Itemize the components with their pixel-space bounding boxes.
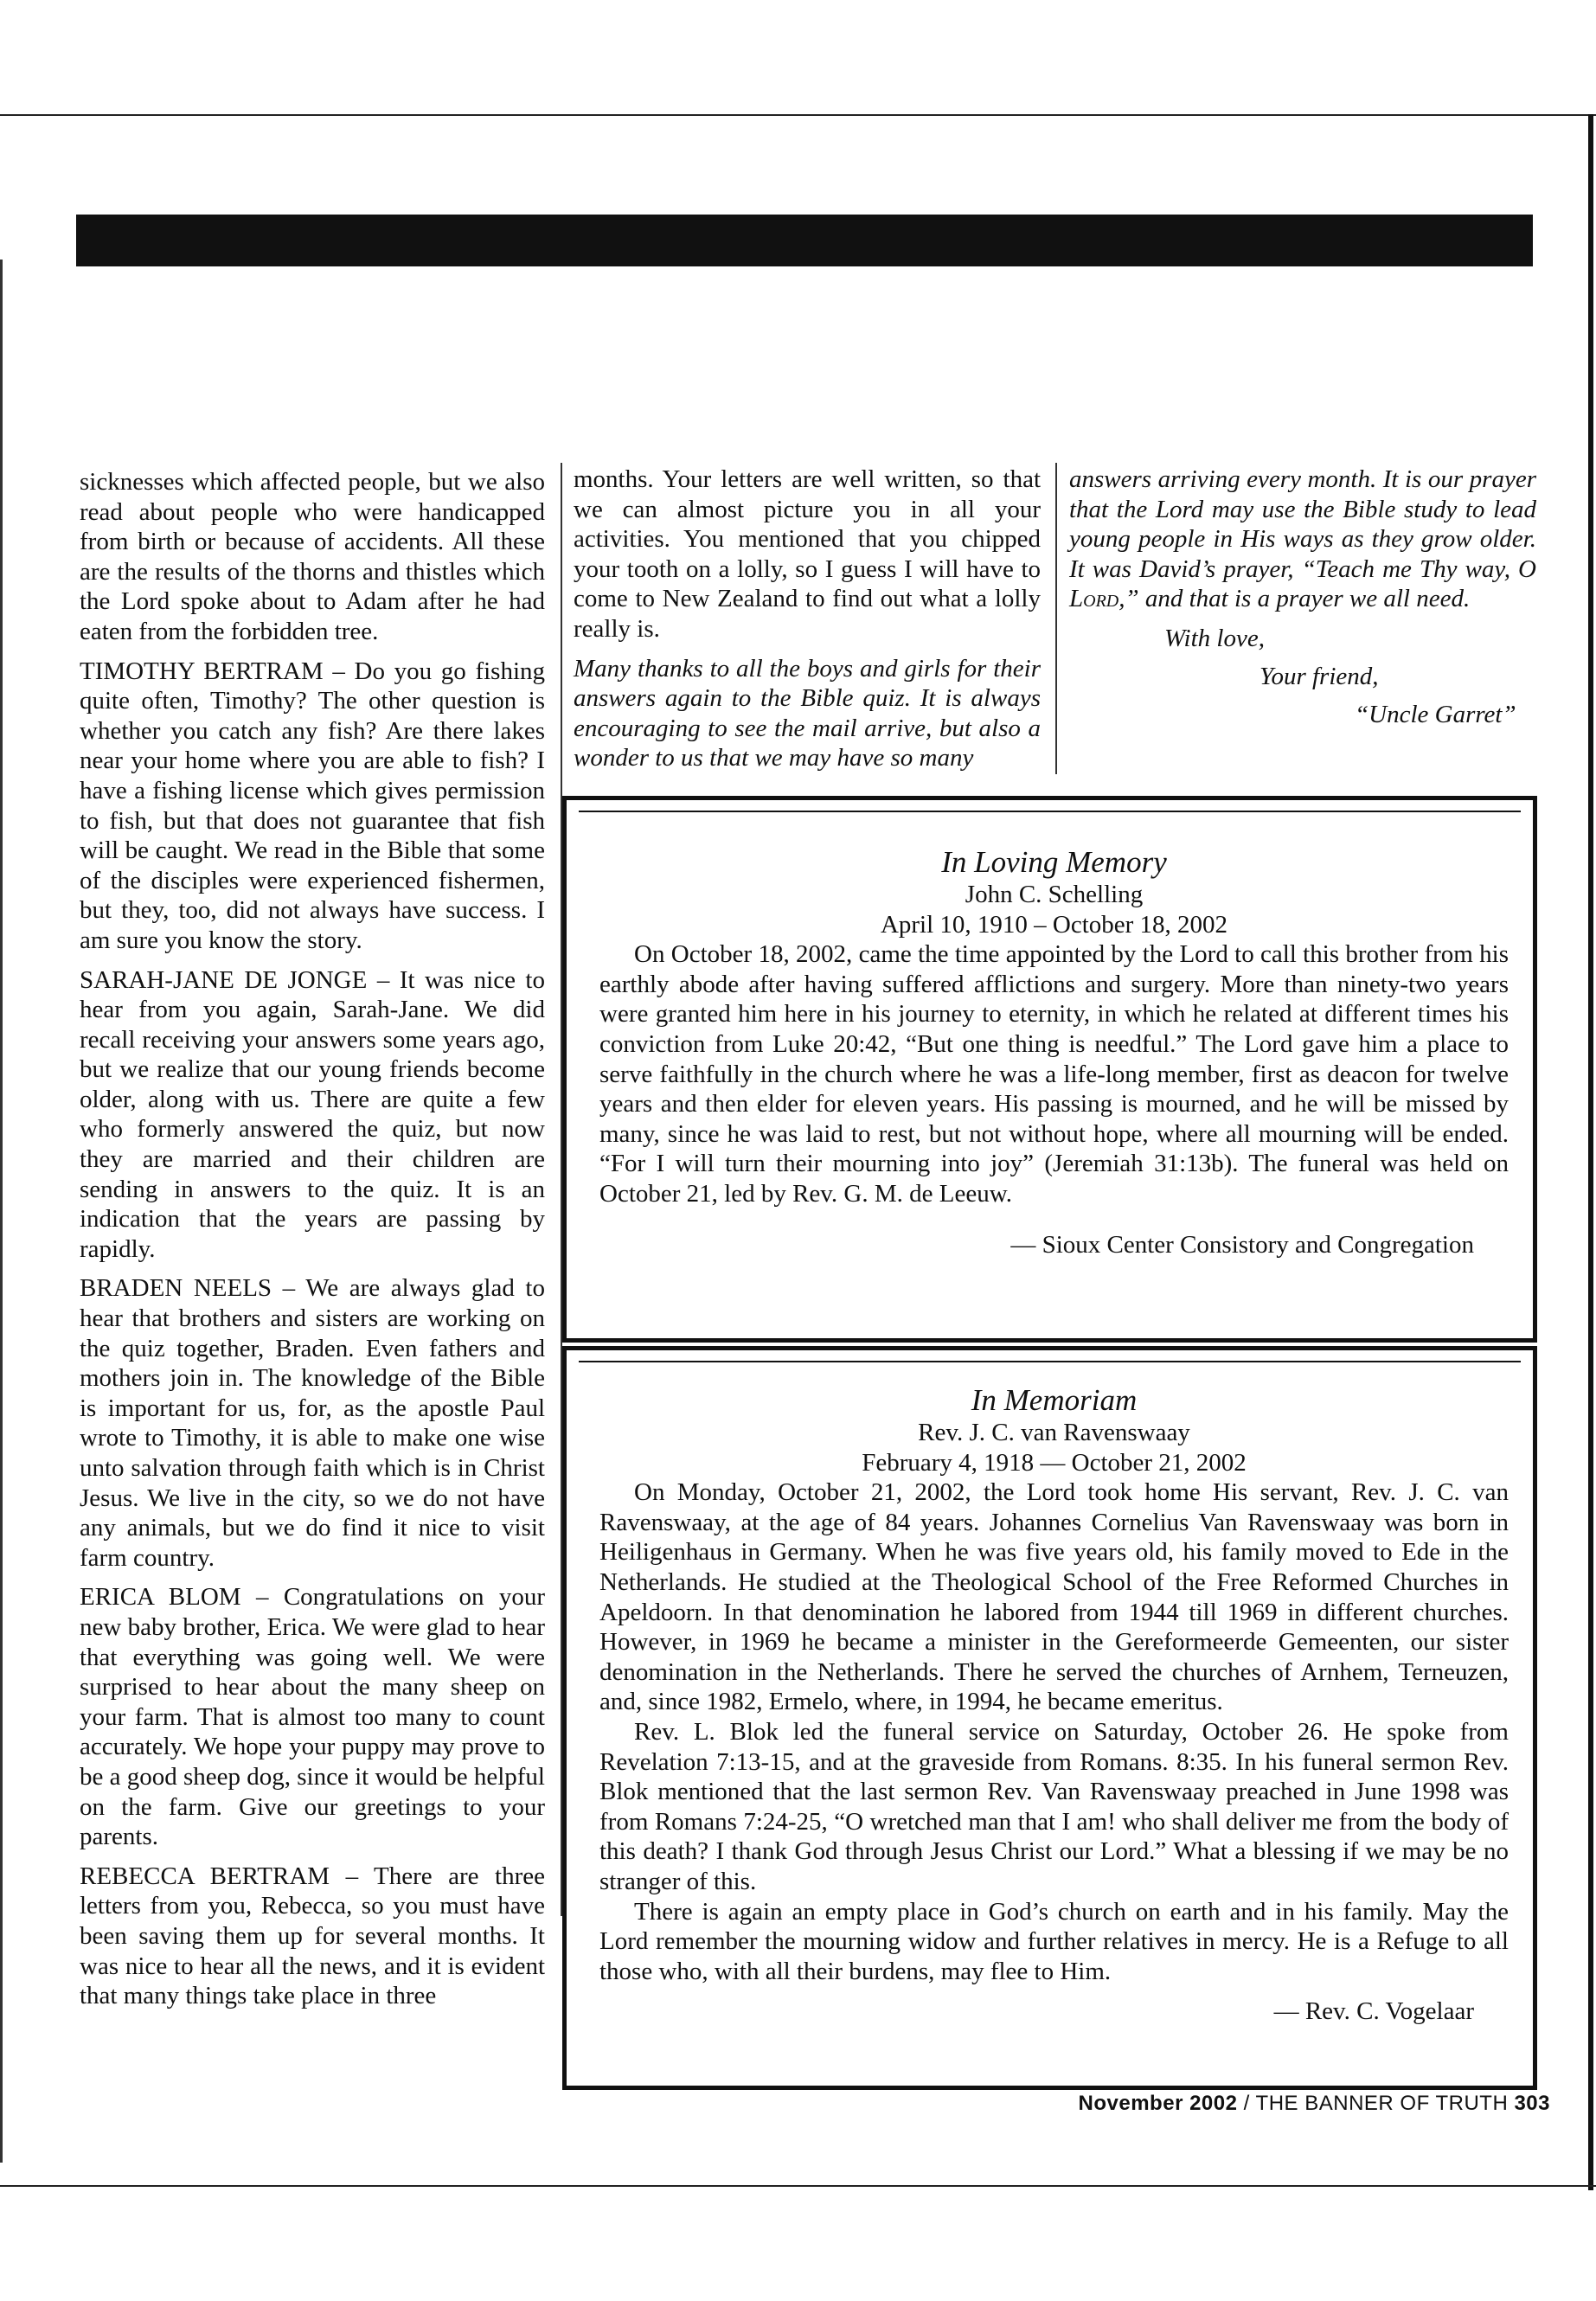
memoriam-name: Rev. J. C. van Ravenswaay bbox=[918, 1419, 1190, 1446]
in-memoriam-box bbox=[562, 1346, 1537, 2090]
letter-closing bbox=[1069, 624, 1536, 729]
closing-line: With love, bbox=[1164, 624, 1265, 652]
footer-month: November 2002 bbox=[1078, 2092, 1238, 2115]
memory-name: John C. Schelling bbox=[965, 881, 1144, 908]
column-3 bbox=[1069, 465, 1536, 729]
column-1-intro: sicknesses which affected people, but we also read about people who were handicapped from birth or because of accidents. All these are the results of the thorns and thistles which the Lord spoke about to Adam after he had eaten from the forbidden tree. bbox=[80, 468, 545, 645]
memoriam-dates: February 4, 1918 — October 21, 2002 bbox=[862, 1448, 1247, 1477]
page-footer bbox=[986, 2092, 1550, 2116]
column-rule bbox=[1055, 463, 1057, 774]
letter-reply: ERICA BLOM – Congratulations on your new baby brother, Erica. We were glad to hear that everything was going well. We were surprised to hear about the many sheep on your farm. That is almost too many to count accurately. We hope your puppy may prove to be a good sheep dog, since it would be helpful on the farm. Give our greetings to your parents. bbox=[80, 1583, 546, 1851]
page-edge-right bbox=[1588, 114, 1593, 2190]
footer-separator: / bbox=[1237, 2092, 1256, 2115]
letter-reply: TIMOTHY BERTRAM – Do you go fishing quite often, Timothy? The other question is whether you catch any fish? Are there lakes near your home where you are able to fish? I have a fishing license which gives permission to fish, but that does not guarantee that fish will be caught. We read in the Bible that some of the disciples were experienced fishermen, but they, too, did not always have success. I am sure you know the story. bbox=[80, 657, 546, 954]
letter-text: It was nice to hear from you again, Sarah-Jane. We did recall receiving your answers some years ago, but we realize that our young friends become older, along with us. There are quite a few who formerly answered the quiz, but now they are married and their children are sending in answers to the quiz. It is an indication that the years are passing by rapidly. bbox=[80, 965, 545, 1263]
memoriam-signature: — Rev. C. Vogelaar bbox=[1273, 1997, 1474, 2026]
in-loving-memory-box bbox=[562, 796, 1537, 1343]
column-1 bbox=[80, 467, 545, 2021]
page-edge-left bbox=[0, 260, 3, 2163]
memoriam-paragraph: On Monday, October 21, 2002, the Lord took home His servant, Rev. J. C. van Ravenswaay, at the age of 84 years. Johannes Cornelius Van Ravenswaay was born in Heiligenhaus in Germany. When he was five years old, his family moved to Ede in the Netherlands. He studied at the Theological School of the Free Reformed Churches in Apeldoorn. In that denomination he labored from 1944 till 1969 in different churches. However, in 1969 he became a minister in the Gereformeerde Gemeenten, our sister denomination in the Netherlands. There he served the churches of Arnhem, Terneuzen, and, since 1982, Ermelo, where, in 1994, he became emeritus. bbox=[599, 1478, 1509, 1716]
letter-text: Congratulations on your new baby brother, Erica. We were glad to hear that everything was going well. We were surprised to hear about the many sheep on your farm. That is almost too many to count accurately. We hope your puppy may prove to be a good sheep dog, since it would be helpful on the farm. Give our greetings to your parents. bbox=[80, 1583, 546, 1851]
closing-signature: “Uncle Garret” bbox=[1355, 700, 1516, 728]
column-3-continued: answers arriving every month. It is our prayer that the Lord may use the Bible study to lead young people in His ways as they grow older. It was David’s prayer, “Teach me Thy way, O Lord,” and that is a prayer we all need. bbox=[1069, 465, 1536, 613]
letter-name: BRADEN NEELS bbox=[80, 1274, 272, 1303]
box-inner-rule bbox=[579, 1361, 1521, 1362]
letter-reply: BRADEN NEELS – We are always glad to hear that brothers and sisters are working on the quiz together, Braden. Even fathers and mothers join in. The knowledge of the Bible is important for us, for, as the apostle Paul wrote to Timothy, it is able to make one wise unto salvation through faith which is in Christ Jesus. We live in the city, so we do not have any animals, but we do find it nice to visit farm country. bbox=[80, 1274, 545, 1572]
column-2-thanks: Many thanks to all the boys and girls for their answers again to the Bible quiz. It is always encouraging to see the mail arrive, but also a wonder to us that we may have so many bbox=[574, 654, 1041, 772]
header-bar bbox=[76, 215, 1533, 266]
memoriam-paragraph: Rev. L. Blok led the funeral service on Saturday, October 26. He spoke from Revelation 7:13-15, and at the graveside from Romans. 8:35. In his funeral sermon Rev. Blok mentioned that the last sermon Rev. Van Ravenswaay preached in June 1998 was from Romans 7:24-25, “O wretched man that I am! who shall deliver me from the body of this death? I thank God through Jesus Christ our Lord.” What a blessing if we may be no stranger of this. bbox=[599, 1717, 1509, 1895]
page-edge-top bbox=[0, 114, 1596, 116]
letter-name: ERICA BLOM bbox=[80, 1583, 241, 1612]
letter-text: There are three letters from you, Rebecca, so you must have been saving them up for several months. It was nice to hear all the news, and it is evident that many things take place in three bbox=[80, 1862, 545, 2010]
memory-signature: — Sioux Center Consistory and Congregation bbox=[1010, 1230, 1474, 1259]
letter-text: We are always glad to hear that brothers and sisters are working on the quiz together, Braden. Even fathers and mothers join in. The knowledge of the Bible is important for us, for, as the apostle Paul wrote to Timothy, it is able to make one wise unto salvation through faith which is in Christ Jesus. We live in the city, so we do not have any animals, but we do find it nice to visit farm country. bbox=[80, 1274, 545, 1572]
letter-name: TIMOTHY BERTRAM bbox=[80, 657, 324, 685]
letter-reply: REBECCA BERTRAM – There are three letters from you, Rebecca, so you must have been saving them up for several months. It was nice to hear all the news, and it is evident that many things take place in three bbox=[80, 1862, 545, 2010]
footer-publication: THE BANNER OF TRUTH bbox=[1255, 2092, 1509, 2115]
closing-line: Your friend, bbox=[1259, 662, 1379, 690]
letter-text: Do you go fishing quite often, Timothy? The other question is whether you catch any fish? Are there lakes near your home where you are able to fish? I have a fishing license which gives permission to fish, but that does not guarantee that fish will be caught. We read in the Bible that some of the disciples were experienced fishermen, but they, too, did not always have success. I am sure you know the story. bbox=[80, 657, 546, 954]
page-edge-bottom bbox=[0, 2185, 1596, 2187]
memory-dates: April 10, 1910 – October 18, 2002 bbox=[880, 910, 1228, 939]
lord-small-caps: Lord bbox=[1069, 585, 1119, 613]
box-inner-rule bbox=[579, 811, 1521, 812]
memoriam-paragraph: There is again an empty place in God’s church on earth and in his family. May the Lord remember the mourning widow and further relatives in mercy. He is a Refuge to all those who, with all their burdens, may flee to Him. bbox=[599, 1897, 1509, 1985]
letter-name: SARAH-JANE DE JONGE bbox=[80, 965, 368, 994]
column-2-continued: months. Your letters are well written, so that we can almost picture you in all your activities. You mentioned that you chipped your tooth on a lolly, so I guess I will have to come to New Zealand to find out what a lolly really is. bbox=[574, 465, 1041, 643]
memory-body: On October 18, 2002, came the time appointed by the Lord to call this brother from his earthly abode after having suffered afflictions and surgery. More than ninety-two years were granted him here in his journey to eternity, in which he related at different times his conviction from Luke 20:42, “But one thing is needful.” The Lord gave him a place to serve faithfully in the church where he was a life-long member, first as deacon for twelve years and then elder for eleven years. His passing is mourned, and he will be missed by many, since he was laid to rest, but not without hope, where all mourning will be ended. “For I will turn their mourning into joy” (Jeremiah 31:13b). The funeral was held on October 21, led by Rev. G. M. de Leeuw. bbox=[599, 940, 1509, 1208]
memoriam-heading: In Memoriam bbox=[971, 1383, 1138, 1417]
letter-name: REBECCA BERTRAM bbox=[80, 1862, 330, 1890]
column-2 bbox=[574, 465, 1041, 783]
letter-reply: SARAH-JANE DE JONGE – It was nice to hear from you again, Sarah-Jane. We did recall receiving your answers some years ago, but we realize that our young friends become older, along with us. There are quite a few who formerly answered the quiz, but now they are married and their children are sending in answers to the quiz. It is an indication that the years are passing by rapidly. bbox=[80, 965, 545, 1263]
memory-heading: In Loving Memory bbox=[941, 845, 1167, 879]
page-number: 303 bbox=[1514, 2092, 1550, 2115]
